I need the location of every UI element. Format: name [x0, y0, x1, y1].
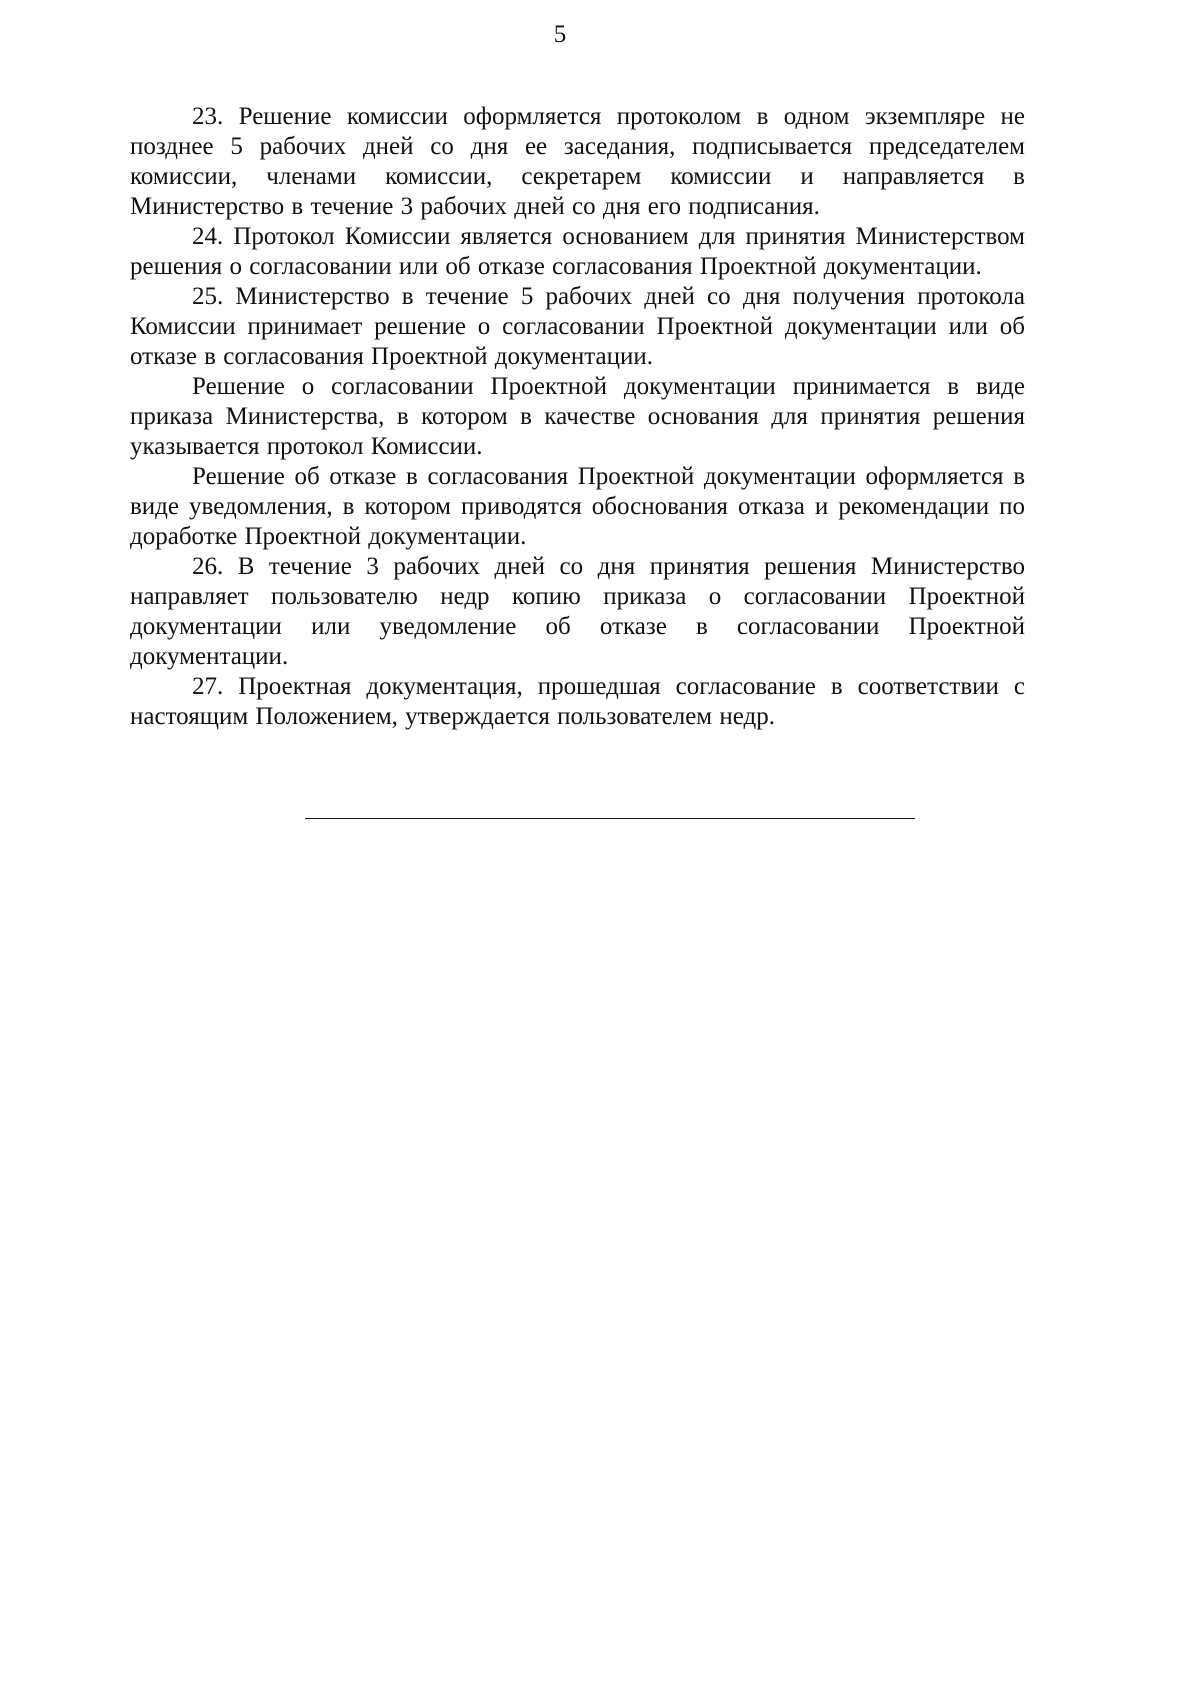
paragraph-25-approval: Решение о согласовании Проектной документации принимается в виде приказа Министерства, в котором в качестве основания для принятия решения указывается протокол Комиссии. [130, 373, 1025, 460]
paragraph-25: 25. Министерство в течение 5 рабочих дней со дня получения протокола Комиссии принимает решение о согласовании Проектной документации или об отказе в согласования Проектной документации. [130, 283, 1025, 370]
paragraph-25-refusal: Решение об отказе в согласования Проектной документации оформляется в виде уведомления, в котором приводятся обоснования отказа и рекомендации по доработке Проектной документации. [130, 463, 1025, 550]
paragraph-23: 23. Решение комиссии оформляется протоколом в одном экземпляре не позднее 5 рабочих дней со дня ее заседания, подписывается председателем комиссии, членами комиссии, секретарем комиссии и направляется в Министерство в течение 3 рабочих дней со дня его подписания. [130, 103, 1025, 220]
page-number: 5 [553, 21, 567, 48]
paragraph-24: 24. Протокол Комиссии является основанием для принятия Министерством решения о согласовании или об отказе согласования Проектной документации. [130, 223, 1025, 280]
end-of-text-rule [305, 818, 915, 819]
paragraph-26: 26. В течение 3 рабочих дней со дня принятия решения Министерство направляет пользователю недр копию приказа о согласовании Проектной документации или уведомление об отказе в согласовании Проектной документации. [130, 553, 1025, 670]
document-body [130, 102, 1025, 732]
paragraph-27: 27. Проектная документация, прошедшая согласование в соответствии с настоящим Положением, утверждается пользователем недр. [130, 673, 1025, 730]
